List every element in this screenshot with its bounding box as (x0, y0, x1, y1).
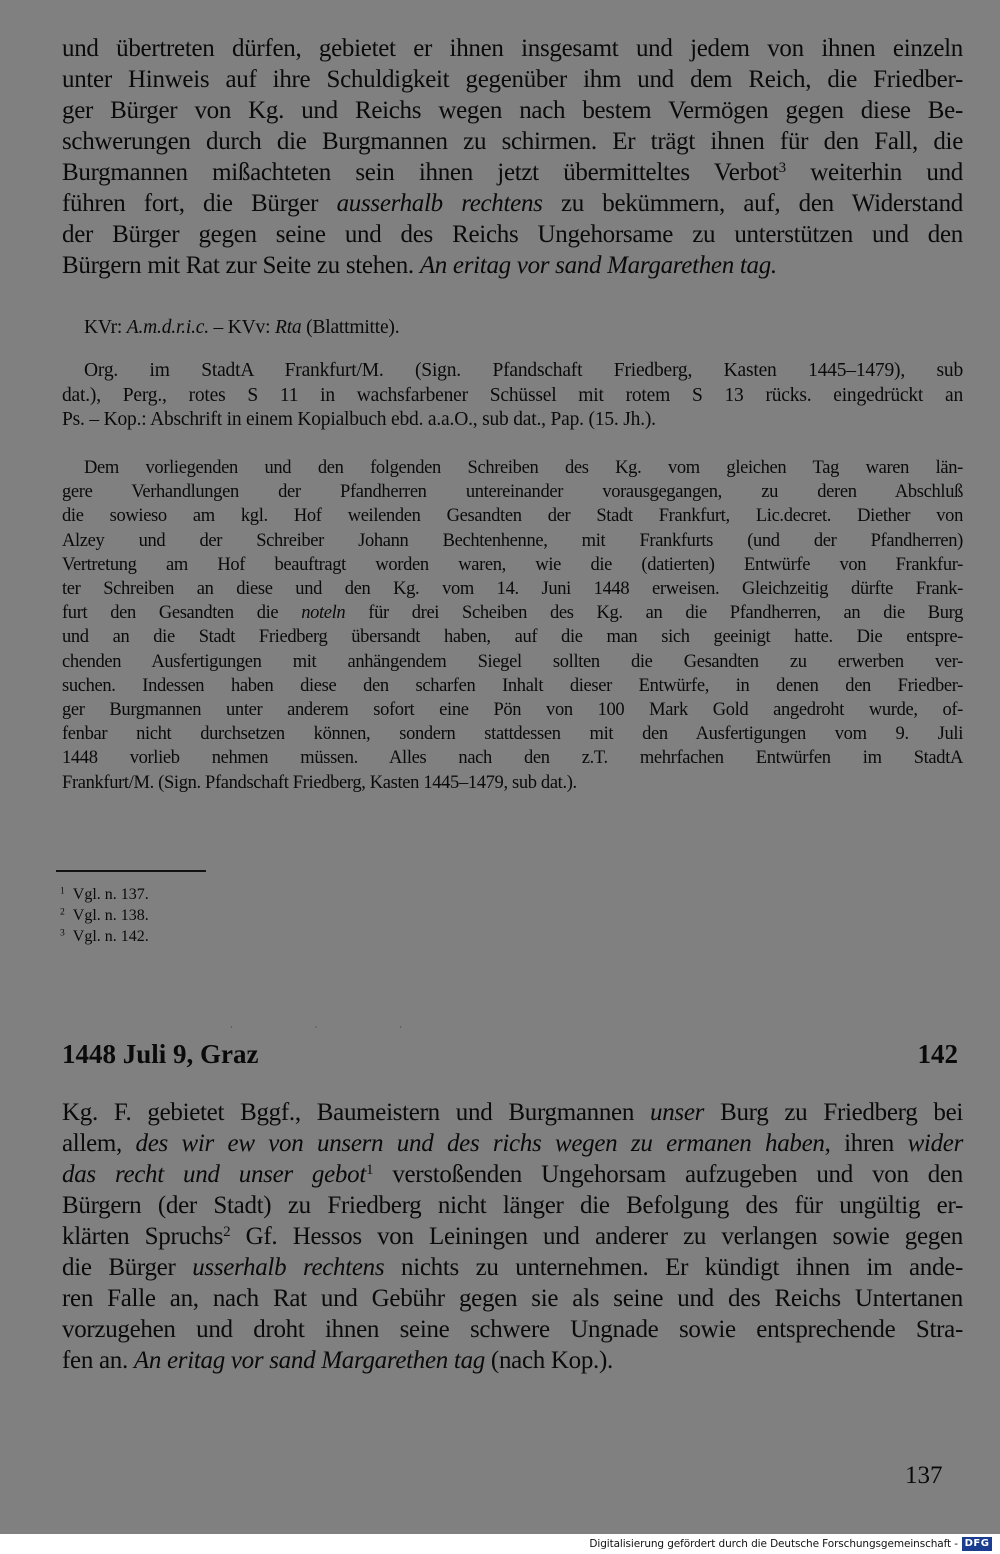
text-run: verstoßenden Ungehorsam aufzugeben und von den (373, 1161, 963, 1188)
text-run: Dem vorliegenden und den folgenden Schreiben des Kg. vom gleichen Tag waren län- (84, 458, 963, 478)
text-run: 1448 vorlieb nehmen müssen. Alles nach den z.T. mehrfachen Entwürfen im StadtA (62, 748, 963, 769)
text-run: ter Schreiben an diese und den Kg. vom 14. Juni 1448 erweisen. Gleichzeitig dürfte Frank- (62, 579, 963, 600)
chancery-note-line (62, 316, 963, 341)
text-run: fenbar nicht durchsetzen können, sondern stattdessen mit den Ausfertigungen vom 9. Juli (62, 724, 963, 745)
text-line (62, 722, 963, 746)
text-line (62, 577, 963, 601)
text-run: KVr: (84, 317, 127, 338)
text-run: und an die Stadt Friedberg übersandt haben, auf die man sich geeinigt hatte. Die entspre- (62, 627, 963, 648)
text-line (62, 480, 963, 504)
footnote-ref: 2 (223, 1223, 231, 1240)
text-line (62, 64, 963, 95)
text-line (62, 553, 963, 577)
text-line (62, 359, 963, 384)
text-run: klärten Spruchs (62, 1223, 224, 1250)
italic-text: A.m.d.r.i.c. (126, 317, 209, 338)
text-line (62, 157, 963, 188)
italic-text: An eritag vor sand Margarethen tag (133, 1347, 485, 1374)
text-line (62, 504, 963, 528)
text-line (62, 250, 963, 281)
text-line (62, 625, 963, 649)
chancery-note (62, 316, 963, 341)
text-run: (nach Kop.). (484, 1347, 613, 1374)
text-run: nichts zu unternehmen. Er kündigt ihnen im ande- (384, 1254, 963, 1281)
text-line (62, 746, 963, 770)
text-run: chenden Ausfertigungen mit anhängendem Siegel sollten die Gesandten zu erwerben ver- (62, 651, 963, 672)
text-run: und übertreten dürfen, gebietet er ihnen insgesamt und jedem von ihnen einzeln (62, 35, 963, 62)
text-run: gere Verhandlungen der Pfandherren untereinander vorausgegangen, zu deren Abschluß (62, 482, 963, 503)
text-run: Kg. F. gebietet Bggf., Baumeistern und Burgmannen (62, 1099, 651, 1126)
footnote-2: $^2$ Vgl. n. 138. (60, 906, 149, 924)
text-run: schwerungen durch die Burgmannen zu schirmen. Er trägt ihnen für den Fall, die (62, 128, 963, 155)
scan-specks: · · · (230, 1023, 442, 1032)
text-run: (Blattmitte). (301, 317, 400, 338)
text-run: Ps. – Kop.: Abschrift in einem Kopialbuch ebd. a.a.O., sub dat., Pap. (15. Jh.). (62, 409, 656, 430)
text-line (62, 126, 963, 157)
text-run: Alzey und der Schreiber Johann Bechtenhenne, mit Frankfurts (und der Pfandherren) (62, 530, 963, 551)
text-line (62, 698, 963, 722)
text-run: der Bürger gegen seine und des Reichs Ungehorsame zu unterstützen und den (62, 221, 963, 248)
text-line (62, 219, 963, 250)
text-run: die sowieso am kgl. Hof weilenden Gesandten der Stadt Frankfurt, Lic.decret. Diether von (62, 506, 963, 527)
text-line (62, 650, 963, 674)
text-run: Burg zu Friedberg bei (704, 1099, 964, 1126)
text-line (62, 1345, 963, 1376)
text-line (62, 1221, 963, 1252)
footnote-rule (56, 870, 206, 872)
entry-number: 142 (917, 1039, 958, 1069)
text-run: Bürgern (der Stadt) zu Friedberg nicht länger die Befolgung des für ungültig er- (62, 1192, 963, 1219)
italic-text: ausserhalb rechtens (336, 190, 543, 217)
funding-text: Digitalisierung gefördert durch die Deutsche Forschungsgemeinschaft - (589, 1538, 958, 1550)
text-run: ger Burgmannen unter anderem sofort eine Pön von 100 Mark Gold angedroht wurde, of- (62, 700, 963, 721)
footnote-ref: 1 (365, 1161, 374, 1178)
text-run: unter Hinweis auf ihre Schuldigkeit gegenüber ihm und dem Reich, die Friedber- (62, 66, 963, 93)
text-line (62, 1097, 963, 1128)
italic-text: des wir ew von unsern und des richs wegen zu ermanen haben (135, 1130, 825, 1157)
text-line (62, 601, 963, 625)
text-run: Frankfurt/M. (Sign. Pfandschaft Friedberg, Kasten 1445–1479, sub dat.). (62, 772, 577, 793)
text-run: ren Falle an, nach Rat und Gebühr gegen sie als seine und des Reichs Untertanen (62, 1285, 963, 1312)
italic-text: das recht und unser gebot (62, 1161, 366, 1188)
commentary-paragraph (62, 456, 963, 795)
text-line (62, 1283, 963, 1314)
text-run: Burgmannen mißachteten sein ihnen jetzt übermitteltes Verbot (62, 159, 779, 186)
text-line (62, 529, 963, 553)
text-line (62, 95, 963, 126)
text-line (62, 384, 963, 409)
text-run: – KVv: (208, 317, 275, 338)
text-run: Org. im StadtA Frankfurt/M. (Sign. Pfandschaft Friedberg, Kasten 1445–1479), sub (84, 360, 963, 381)
dfg-logo-icon[interactable]: DFG (962, 1537, 992, 1551)
text-line (62, 408, 963, 433)
text-run: zu bekümmern, auf, den Widerstand (542, 190, 964, 217)
text-run: ger Bürger von Kg. und Reichs wegen nach bestem Vermögen gegen diese Be- (62, 97, 963, 124)
text-run: , ihren (824, 1130, 908, 1157)
italic-text: unser (650, 1099, 705, 1126)
text-line (62, 188, 963, 219)
text-line (62, 771, 963, 795)
source-note (62, 359, 963, 433)
text-run: Vertretung am Hof beauftragt worden waren, wie die (datierten) Entwürfe von Frankfur- (62, 554, 963, 575)
text-line (62, 1314, 963, 1345)
italic-text: wider (907, 1130, 964, 1157)
text-run: die Bürger (62, 1254, 193, 1281)
entry-regest (62, 1097, 963, 1376)
text-run: weiterhin und (785, 159, 963, 186)
footnote-ref: 3 (778, 159, 786, 176)
text-run: für drei Scheiben des Kg. an die Pfandherren, an die Burg (345, 603, 963, 624)
text-run: Bürgern mit Rat zur Seite zu stehen. (62, 252, 420, 279)
footnote-1: $^1$ Vgl. n. 137. (60, 885, 149, 903)
text-run: allem, (62, 1130, 136, 1157)
text-line (62, 456, 963, 480)
footnotes (60, 884, 961, 947)
page-number: 137 (905, 1462, 943, 1489)
text-line (62, 1159, 963, 1190)
text-line (62, 1128, 963, 1159)
italic-text: Rta (274, 317, 302, 338)
text-run: furt den Gesandten die (62, 603, 302, 624)
text-run: fen an. (62, 1347, 134, 1374)
text-run: führen fort, die Bürger (62, 190, 337, 217)
text-line (62, 1190, 963, 1221)
italic-text: noteln (301, 603, 346, 624)
text-line (62, 33, 963, 64)
text-line (62, 674, 963, 698)
text-line (62, 1252, 963, 1283)
text-run: Gf. Hessos von Leiningen und anderer zu verlangen sowie gegen (230, 1223, 963, 1250)
footnote-3: $^3$ Vgl. n. 142. (60, 927, 149, 945)
entry-date-place: 1448 Juli 9, Graz (62, 1039, 259, 1069)
italic-text: An eritag vor sand Margarethen tag. (419, 252, 777, 279)
continuation-paragraph (62, 33, 963, 281)
funding-bar (0, 1534, 1000, 1554)
text-run: vorzugehen und droht ihnen seine schwere Ungnade sowie entsprechende Stra- (62, 1316, 963, 1343)
text-run: suchen. Indessen haben diese den scharfen Inhalt dieser Entwürfe, in denen den Friedber- (62, 675, 963, 696)
italic-text: usserhalb rechtens (192, 1254, 385, 1281)
entry-heading (62, 1036, 958, 1072)
text-run: dat.), Perg., rotes S 11 in wachsfarbener Schüssel mit rotem S 13 rücks. eingedrückt an (62, 384, 963, 406)
